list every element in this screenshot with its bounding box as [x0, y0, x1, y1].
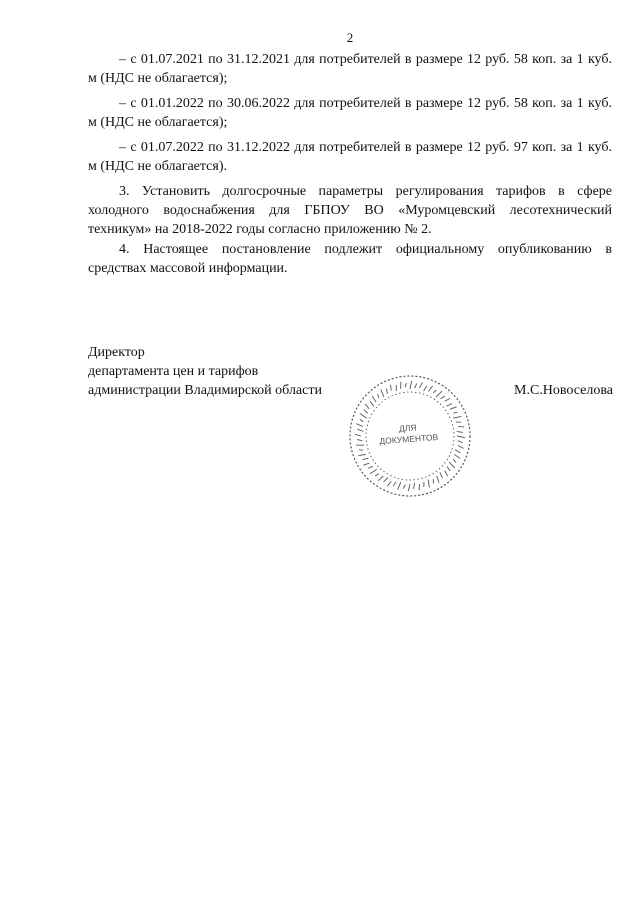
- signatory-title-line: Директор: [88, 345, 145, 360]
- stamp-letter-mark: [408, 484, 410, 491]
- stamp-letter-mark: [457, 431, 463, 432]
- stamp-letter-mark: [363, 458, 369, 459]
- stamp-letter-mark: [355, 434, 361, 436]
- stamp-letter-mark: [420, 382, 423, 388]
- stamp-letter-mark: [457, 436, 465, 438]
- stamp-letter-mark: [433, 390, 436, 393]
- stamp-letter-mark: [375, 474, 379, 476]
- tariff-item: – с 01.01.2022 по 30.06.2022 для потребителей в размере 12 руб. 58 коп. за 1 куб. м (НДС не облагается);: [88, 96, 612, 130]
- stamp-letter-mark: [384, 477, 388, 482]
- tariff-list: [88, 50, 612, 176]
- stamp-letter-mark: [368, 466, 373, 468]
- stamp-letter-mark: [440, 396, 444, 399]
- stamp-letter-mark: [447, 466, 450, 470]
- stamp-letter-mark: [449, 462, 455, 468]
- stamp-letter-mark: [360, 419, 363, 422]
- clause-4: [88, 240, 612, 278]
- stamp-letter-mark: [453, 459, 456, 462]
- stamp-letter-mark: [378, 394, 379, 398]
- page-number: 2: [346, 30, 354, 45]
- stamp-letter-mark: [424, 386, 427, 391]
- stamp-letter-mark: [450, 407, 457, 410]
- stamp-letter-mark: [455, 450, 460, 453]
- stamp-letter-mark: [405, 383, 406, 387]
- stamp-letter-mark: [357, 440, 362, 441]
- stamp-letter-mark: [360, 413, 367, 418]
- stamp-letter-mark: [458, 441, 463, 443]
- official-stamp: [342, 370, 478, 502]
- stamp-letter-mark: [364, 410, 368, 414]
- stamp-letter-mark: [440, 472, 443, 478]
- stamp-letter-mark: [359, 454, 366, 455]
- stamp-letter-mark: [363, 463, 369, 465]
- stamp-letter-mark: [403, 485, 405, 489]
- tariff-item: – с 01.07.2021 по 31.12.2021 для потребителей в размере 12 руб. 58 коп. за 1 куб. м (НДС не облагается);: [88, 52, 612, 86]
- tariff-item: – с 01.07.2022 по 31.12.2022 для потребителей в размере 12 руб. 97 коп. за 1 куб. м (НДС не облагается).: [88, 140, 612, 174]
- stamp-letter-mark: [356, 424, 363, 427]
- stamp-letter-mark: [365, 404, 369, 409]
- signatory-position: [88, 343, 322, 400]
- stamp-letter-mark: [437, 476, 440, 483]
- clause-3: [88, 182, 612, 239]
- stamp-letter-mark: [410, 381, 412, 389]
- stamp-text-top: ДЛЯ: [398, 422, 417, 434]
- stamp-letter-mark: [370, 469, 377, 473]
- signatory-title-line: департамента цен и тарифов: [88, 364, 259, 379]
- clause-4-text: 4. Настоящее постановление подлежит официальному опубликованию в средствах массовой информации.: [88, 242, 612, 276]
- stamp-letter-mark: [445, 471, 448, 476]
- stamp-letter-mark: [387, 481, 391, 486]
- stamp-letter-mark: [446, 404, 452, 407]
- stamp-letter-mark: [381, 389, 384, 397]
- stamp-letter-mark: [357, 429, 363, 431]
- stamp-letter-mark: [454, 454, 460, 458]
- stamp-letter-mark: [390, 385, 391, 391]
- stamp-letter-mark: [378, 476, 383, 481]
- stamp-letter-mark: [436, 391, 442, 397]
- stamp-text-bottom: ДОКУМЕНТОВ: [379, 431, 439, 447]
- stamp-letter-mark: [370, 401, 374, 406]
- stamp-letter-mark: [445, 398, 450, 401]
- stamp-letter-mark: [428, 386, 432, 392]
- stamp-letter-mark: [415, 383, 417, 388]
- stamp-letter-mark: [458, 446, 464, 449]
- signatory-name: М.С.Новоселова: [514, 383, 613, 398]
- stamp-letter-mark: [386, 389, 387, 394]
- signatory-title-line: администрации Владимирской области: [88, 383, 322, 398]
- stamp-letter-mark: [372, 396, 376, 402]
- stamp-letter-mark: [398, 482, 401, 490]
- stamp-letter-mark: [414, 483, 415, 489]
- clause-3-text: 3. Установить долгосрочные параметры регулирования тарифов в сфере холодного водоснабжения для ГБПОУ ВО «Муромцевский лесотехнический техникум» на 2018-2022 годы согласно приложению № 2.: [88, 184, 612, 237]
- stamp-letter-mark: [453, 416, 461, 418]
- stamp-letter-mark: [428, 479, 430, 487]
- stamp-letter-mark: [393, 482, 396, 486]
